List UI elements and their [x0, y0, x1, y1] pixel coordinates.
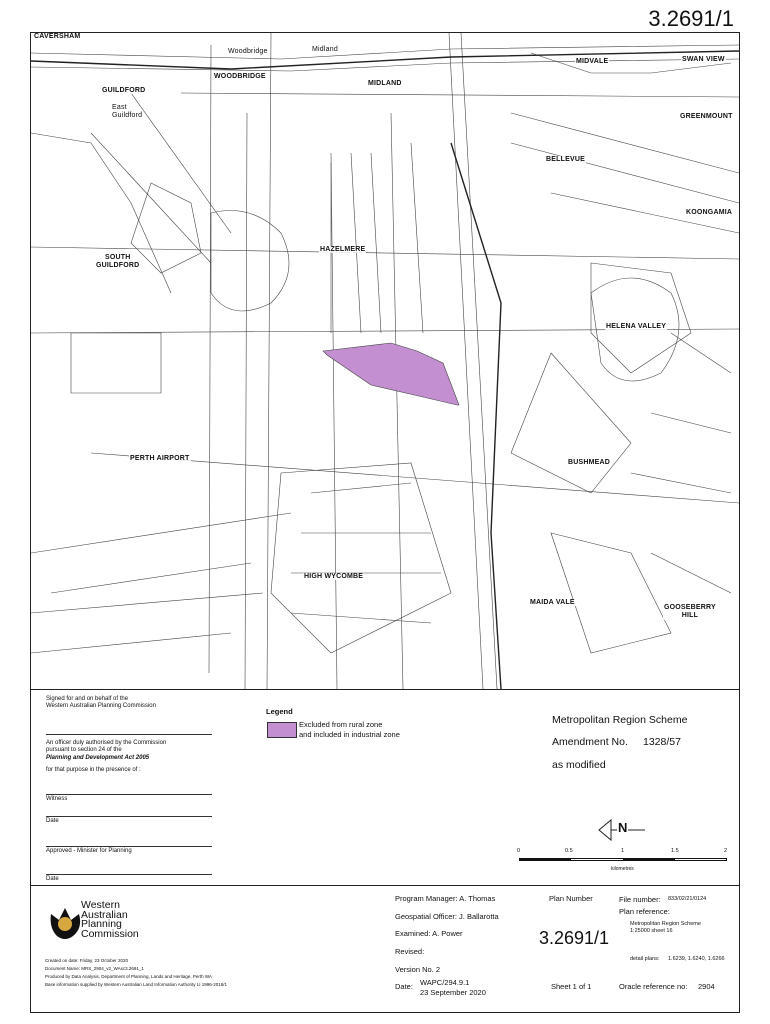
locality-label: MIDVALE — [576, 58, 609, 65]
station-label: Midland — [312, 46, 338, 53]
scale-tick-label: 0.5 — [565, 848, 573, 854]
title-block — [30, 688, 740, 1013]
locality-label: WOODBRIDGE — [214, 73, 266, 80]
map-frame — [30, 32, 740, 690]
amendment-label: Amendment No. — [552, 736, 628, 748]
scale-bar-segment — [675, 858, 727, 861]
produced-text: Produced by Data Analysis, Department of Planning, Lands and Heritage, Perth WA — [45, 974, 212, 979]
date-value: 23 September 2020 — [420, 988, 486, 997]
divider — [31, 885, 739, 886]
scale-tick-label: 0 — [517, 848, 521, 854]
scale-tick-label: 2 — [724, 848, 728, 854]
version: Version No. 2 — [395, 965, 441, 974]
approved-label: Approved - Minister for Planning — [46, 848, 132, 854]
program-manager: Program Manager: A. Thomas — [395, 894, 496, 903]
revised: Revised: — [395, 947, 425, 956]
scale-bar-segment — [519, 858, 571, 861]
file-number-label: File number: — [619, 895, 661, 904]
detail-plans: 1.6239, 1.6240, 1.6266 — [668, 956, 725, 962]
scheme-name: Metropolitan Region Scheme — [552, 714, 688, 726]
base-map — [31, 33, 739, 689]
locality-label: GREENMOUNT — [680, 113, 733, 120]
locality-label: HAZELMERE — [320, 246, 366, 253]
file-number: 833/02/21/0124 — [668, 896, 707, 902]
detail-plans-label: detail plans: — [630, 956, 660, 962]
wapc-logo-icon — [45, 900, 85, 944]
examined: Examined: A. Power — [395, 929, 463, 938]
commission-name: Western Australian Planning Commission — [81, 899, 139, 940]
locality-label: MIDLAND — [368, 80, 402, 87]
base-info-text: Base information supplied by Western Australian Land Information Authority LI 1996-2018/1 — [45, 982, 228, 987]
document-name: Document Name: MRS_2904_v2_WAsc3.2691_1 — [45, 966, 144, 971]
locality-label: GUILDFORD — [102, 87, 146, 94]
locality-label: CAVERSHAM — [34, 33, 81, 40]
locality-label: MAIDA VALE — [530, 599, 575, 606]
scale-bar-segment — [623, 858, 675, 861]
locality-label: SOUTH GUILDFORD — [96, 254, 140, 269]
locality-label: KOONGAMIA — [686, 209, 733, 216]
locality-label: PERTH AIRPORT — [130, 455, 190, 462]
scheme-status: as modified — [552, 759, 606, 771]
signature-line — [46, 816, 212, 817]
signed-for-text: Signed for and on behalf of the Western Australian Planning Commission — [46, 696, 156, 709]
date-label: Date — [46, 818, 59, 824]
station-label: Woodbridge — [228, 48, 268, 55]
sheet-number: Sheet 1 of 1 — [551, 982, 592, 991]
plan-number: 3.2691/1 — [539, 928, 610, 948]
north-label: N — [618, 820, 628, 835]
legend-swatch — [267, 722, 297, 738]
scale-tick-label: 1 — [621, 848, 625, 854]
plan-number-label: Plan Number — [549, 894, 593, 903]
industrial-zone-area — [323, 343, 459, 405]
signature-line — [46, 846, 212, 847]
locality-label: BUSHMEAD — [568, 459, 611, 466]
signature-line — [46, 794, 212, 795]
scale-unit: kilometres — [611, 866, 634, 872]
plan-number-header: 3.2691/1 — [648, 6, 734, 31]
date-label: Date: — [395, 982, 413, 991]
oracle-label: Oracle reference no: — [619, 982, 688, 991]
officer-text: An officer duly authorised by the Commission pursuant to section 24 of the — [46, 740, 167, 753]
locality-label: BELLEVUE — [546, 156, 585, 163]
amendment-number: 1328/57 — [643, 736, 681, 748]
scale-bar-segment — [571, 858, 623, 861]
act-text: Planning and Development Act 2005 — [46, 755, 150, 761]
scale-tick-label: 1.5 — [671, 848, 679, 854]
plan-reference-label: Plan reference: — [619, 907, 670, 916]
created-text: Created on date: Friday, 23 October 2020 — [45, 958, 128, 963]
presence-text: for that purpose in the presence of : — [46, 767, 141, 773]
locality-label: GOOSEBERRY HILL — [664, 604, 716, 619]
signature-line — [46, 734, 212, 735]
date-reference: WAPC/294.9.1 — [420, 978, 470, 987]
legend-item-label: Excluded from rural zone and included in industrial zone — [299, 720, 400, 739]
locality-label: SWAN VIEW — [682, 56, 725, 63]
witness-label: Witness — [46, 796, 68, 802]
date-label: Date — [46, 876, 59, 882]
geospatial-officer: Geospatial Officer: J. Ballarotta — [395, 912, 499, 921]
locality-label: HIGH WYCOMBE — [304, 573, 364, 580]
oracle-reference: 2904 — [698, 982, 715, 991]
legend-title: Legend — [266, 707, 293, 716]
signature-line — [46, 874, 212, 875]
plan-reference: Metropolitan Region Scheme 1:25000 sheet 16 — [630, 921, 701, 934]
locality-label: HELENA VALLEY — [606, 323, 667, 330]
locality-label: East Guildford — [112, 104, 143, 119]
